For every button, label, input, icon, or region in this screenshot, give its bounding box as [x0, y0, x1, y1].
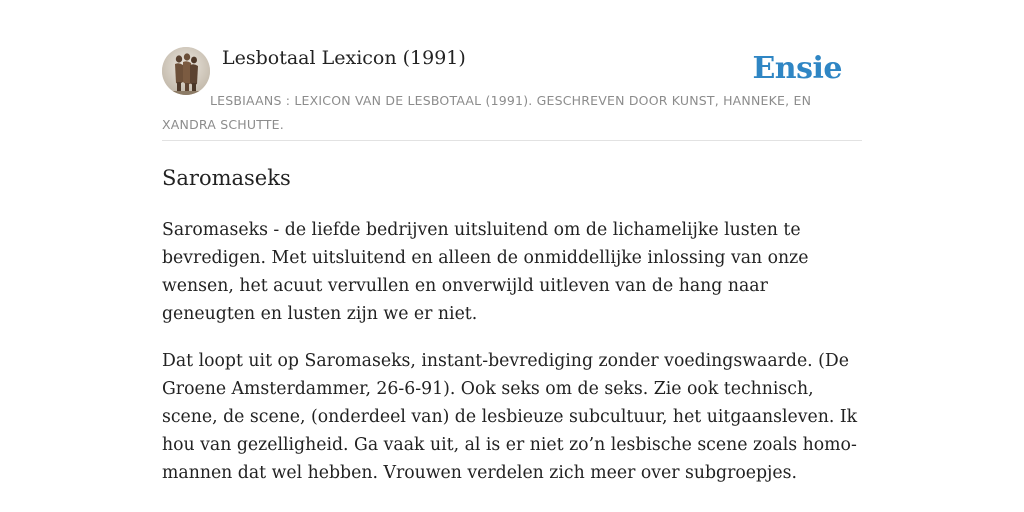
- source-avatar[interactable]: [162, 47, 210, 95]
- entry-body: [162, 216, 862, 506]
- source-description: LESBIAANS : LEXICON VAN DE LESBOTAAL (1991). GESCHREVEN DOOR KUNST, HANNEKE, EN XANDRA SCHUTTE.: [162, 93, 812, 132]
- entry-title: Saromaseks: [162, 166, 291, 190]
- entry-paragraph: Dat loopt uit op Saromaseks, instant-bevrediging zonder voedingswaarde. (De Groene Amsterdammer, 26-6-91). Ook seks om de seks. Zie ook technisch, scene, de scene, (onderdeel van) de lesbieuze subcultuur, het uitgaansleven. Ik hou van gezelligheid. Ga vaak uit, al is er niet zo’n lesbische scene zoals homo-mannen dat wel hebben. Vrouwen verdelen zich meer over subgroepjes.: [162, 351, 858, 483]
- statue-avatar-icon: [162, 47, 210, 95]
- page: [162, 0, 862, 483]
- source-header: [162, 0, 862, 141]
- brand-logo-link[interactable]: Ensie: [752, 51, 842, 86]
- source-title-link[interactable]: Lesbotaal Lexicon (1991): [222, 47, 466, 69]
- entry-paragraph: Saromaseks - de liefde bedrijven uitsluitend om de lichamelijke lusten te bevredigen. Met uitsluitend en alleen de onmiddellijke inlossing van onze wensen, het acuut vervullen en onverwijld uitleven van de hang naar geneugten en lusten zijn we er niet.: [162, 220, 809, 324]
